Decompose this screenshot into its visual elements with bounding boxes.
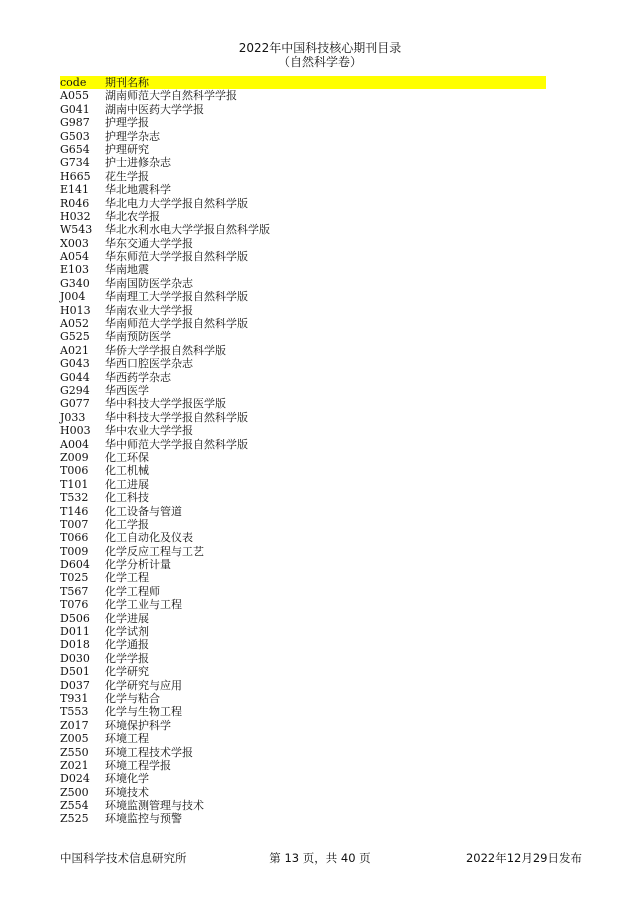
table-row [60,719,546,732]
journal-name: 化学工程 [105,571,149,585]
journal-name: 华南农业大学学报 [105,303,193,317]
journal-code: G503 [60,129,90,143]
journal-code: X003 [60,236,89,250]
table-row [60,679,546,692]
table-row [60,812,546,825]
journal-name: 环境化学 [105,772,149,786]
journal-name: 化学研究 [105,665,149,679]
journal-name: 华北农学报 [105,209,160,223]
journal-name: 华中科技大学学报自然科学版 [105,410,248,424]
table-row [60,545,546,558]
journal-name: 化学分析计量 [105,558,171,572]
journal-code: R046 [60,196,90,210]
journal-code: D024 [60,772,90,786]
journal-code: A055 [60,89,89,103]
journal-name: 环境工程学报 [105,758,171,772]
table-row [60,571,546,584]
journal-code: D506 [60,611,90,625]
journal-name: 护理学报 [105,116,149,130]
table-row [60,384,546,397]
table-row [60,250,546,263]
table-row [60,397,546,410]
journal-name: 华西药学杂志 [105,370,171,384]
table-row [60,786,546,799]
journal-code: A054 [60,250,89,264]
table-row [60,170,546,183]
journal-table [60,76,546,826]
table-body [60,89,546,825]
journal-code: G044 [60,370,90,384]
journal-name: 华北电力大学学报自然科学版 [105,196,248,210]
journal-code: Z005 [60,732,89,746]
journal-name: 化工机械 [105,464,149,478]
journal-name: 化学工业与工程 [105,598,182,612]
journal-code: H665 [60,169,91,183]
journal-name: 花生学报 [105,169,149,183]
journal-name: 湖南师范大学自然科学学报 [105,89,237,103]
table-row [60,638,546,651]
journal-name: 护士进修杂志 [105,156,171,170]
journal-code: D018 [60,638,90,652]
journal-name: 华东师范大学学报自然科学版 [105,250,248,264]
table-row [60,732,546,745]
journal-code: T025 [60,571,89,585]
journal-name: 湖南中医药大学学报 [105,102,204,116]
table-row [60,612,546,625]
journal-code: H032 [60,209,91,223]
journal-name: 化工科技 [105,491,149,505]
journal-code: Z021 [60,758,89,772]
journal-name: 护理研究 [105,142,149,156]
journal-name: 华北水利水电大学学报自然科学版 [105,223,270,237]
table-row [60,424,546,437]
journal-name: 化工进展 [105,477,149,491]
journal-code: Z009 [60,450,89,464]
journal-name: 化工设备与管道 [105,504,182,518]
table-row [60,558,546,571]
document-title: 2022年中国科技核心期刊目录 [238,41,402,55]
table-row [60,505,546,518]
journal-code: G077 [60,397,90,411]
journal-code: G340 [60,276,90,290]
journal-code: Z550 [60,745,89,759]
journal-code: G294 [60,383,90,397]
journal-code: E103 [60,263,90,277]
journal-code: G654 [60,142,90,156]
journal-name: 化学研究与应用 [105,678,182,692]
journal-name: 化工学报 [105,517,149,531]
journal-code: W543 [60,223,93,237]
journal-name: 华南师范大学学报自然科学版 [105,317,248,331]
table-row [60,210,546,223]
journal-code: T146 [60,504,89,518]
journal-code: D011 [60,625,90,639]
journal-name: 环境监测管理与技术 [105,799,204,813]
table-row [60,290,546,303]
table-row [60,464,546,477]
table-row [60,411,546,424]
journal-code: E141 [60,183,90,197]
journal-name: 化学工程师 [105,584,160,598]
footer-page-number: 第 13 页，共 40 页 [269,851,371,865]
journal-code: A021 [60,343,89,357]
journal-name: 环境技术 [105,785,149,799]
journal-code: T009 [60,544,89,558]
journal-code: G734 [60,156,90,170]
table-row [60,518,546,531]
table-row [60,705,546,718]
table-row [60,197,546,210]
table-row [60,317,546,330]
journal-name: 华东交通大学学报 [105,236,193,250]
journal-name: 化学反应工程与工艺 [105,544,204,558]
journal-code: A004 [60,437,89,451]
journal-name: 华西医学 [105,383,149,397]
journal-name: 护理学杂志 [105,129,160,143]
journal-name: 化学进展 [105,611,149,625]
journal-name: 环境工程技术学报 [105,745,193,759]
table-row [60,665,546,678]
table-row [60,116,546,129]
journal-name: 环境监控与预警 [105,812,182,826]
footer-organization: 中国科学技术信息研究所 [60,851,187,865]
journal-code: T532 [60,491,89,505]
table-row [60,237,546,250]
table-row [60,652,546,665]
table-row [60,223,546,236]
table-row [60,625,546,638]
journal-name: 化学试剂 [105,625,149,639]
journal-code: G043 [60,357,90,371]
journal-name: 华南地震 [105,263,149,277]
journal-code: D501 [60,665,90,679]
table-row [60,799,546,812]
journal-code: T006 [60,464,89,478]
table-row [60,759,546,772]
journal-code: Z017 [60,718,89,732]
journal-name: 环境保护科学 [105,718,171,732]
journal-code: H013 [60,303,91,317]
journal-code: H003 [60,424,91,438]
journal-name: 华南预防医学 [105,330,171,344]
journal-code: G525 [60,330,90,344]
table-row [60,746,546,759]
journal-name: 华中科技大学学报医学版 [105,397,226,411]
journal-name: 化工环保 [105,450,149,464]
table-row [60,598,546,611]
table-row [60,277,546,290]
document-subtitle: （自然科学卷） [277,55,362,69]
table-row [60,371,546,384]
table-row [60,89,546,102]
journal-name: 化学通报 [105,638,149,652]
table-row [60,344,546,357]
journal-name: 华西口腔医学杂志 [105,357,193,371]
table-row [60,692,546,705]
table-row [60,130,546,143]
table-row [60,143,546,156]
table-row [60,183,546,196]
footer-publish-date: 2022年12月29日发布 [465,851,582,865]
journal-name: 化学与生物工程 [105,705,182,719]
journal-code: T101 [60,477,89,491]
journal-code: G987 [60,116,90,130]
journal-code: Z525 [60,812,89,826]
journal-code: T567 [60,584,89,598]
table-row [60,491,546,504]
table-row [60,478,546,491]
journal-code: J004 [60,290,86,304]
journal-code: T931 [60,691,89,705]
table-row [60,103,546,116]
header-code: code [60,76,87,89]
table-row [60,772,546,785]
table-row [60,438,546,451]
journal-code: T553 [60,705,89,719]
table-row [60,304,546,317]
table-row [60,531,546,544]
table-row [60,451,546,464]
journal-name: 环境工程 [105,732,149,746]
journal-name: 华侨大学学报自然科学版 [105,343,226,357]
journal-code: D030 [60,651,90,665]
journal-name: 华中农业大学学报 [105,424,193,438]
journal-name: 华北地震科学 [105,183,171,197]
journal-code: D604 [60,558,90,572]
journal-code: Z500 [60,785,89,799]
journal-name: 化学与粘合 [105,691,160,705]
journal-code: G041 [60,102,90,116]
table-header-row [60,76,546,89]
journal-name: 华南国防医学杂志 [105,276,193,290]
header-journal-name: 期刊名称 [105,76,149,89]
journal-code: Z554 [60,799,89,813]
table-row [60,330,546,343]
table-row [60,263,546,276]
journal-name: 华中师范大学学报自然科学版 [105,437,248,451]
journal-name: 化工自动化及仪表 [105,531,193,545]
table-row [60,357,546,370]
journal-code: T076 [60,598,89,612]
journal-code: J033 [60,410,86,424]
journal-code: T066 [60,531,89,545]
journal-name: 华南理工大学学报自然科学版 [105,290,248,304]
journal-name: 化学学报 [105,651,149,665]
table-row [60,156,546,169]
journal-code: D037 [60,678,90,692]
table-row [60,585,546,598]
journal-code: T007 [60,517,89,531]
journal-code: A052 [60,317,89,331]
